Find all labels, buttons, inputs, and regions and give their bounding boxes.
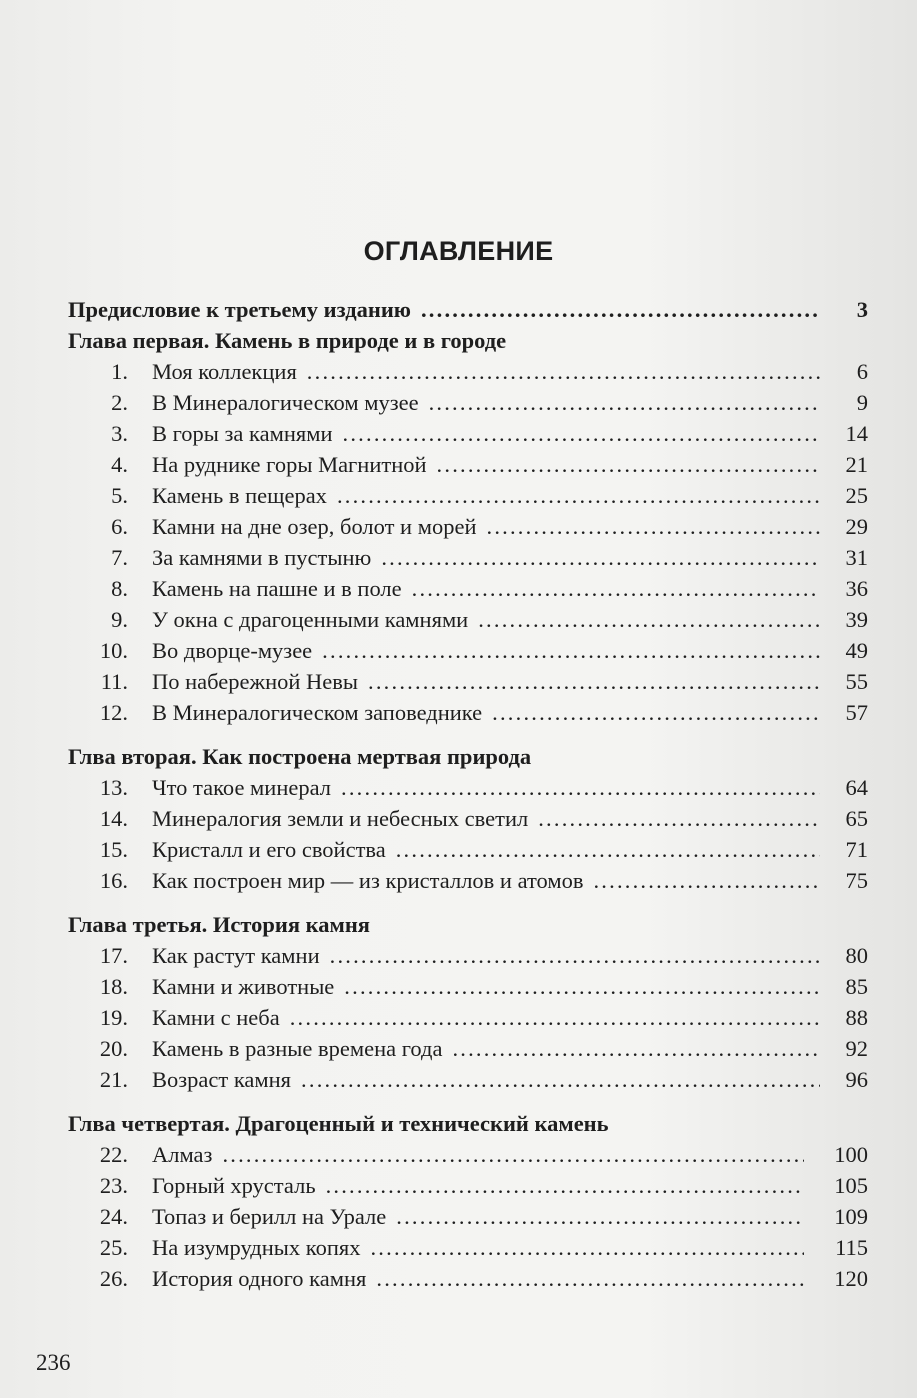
entry-number: 16. (99, 868, 128, 893)
toc-entry (68, 1170, 868, 1201)
toc-entry (68, 511, 868, 542)
entry-number: 22. (99, 1142, 128, 1167)
entry-number: 3. (111, 421, 128, 446)
entry-title: Минералогия земли и небесных светил (152, 806, 529, 831)
entry-number: 14. (99, 806, 128, 831)
dot-leader (412, 573, 820, 604)
page-ref: 75 (845, 868, 868, 893)
dot-leader (437, 449, 820, 480)
toc-preface (68, 294, 868, 325)
entry-number: 13. (99, 775, 128, 800)
dot-leader (429, 387, 820, 418)
chapter-title: Глва четвертая. Драгоценный и технический камень (68, 1111, 609, 1136)
entry-title: Камень в разные времена года (152, 1036, 443, 1061)
dot-leader (370, 1232, 804, 1263)
chapter-title: Глава первая. Камень в природе и в городе (68, 328, 507, 353)
toc-entry (68, 803, 868, 834)
page-ref: 80 (845, 943, 868, 968)
entry-title: По набережной Невы (152, 669, 359, 694)
page-ref: 9 (856, 390, 868, 415)
dot-leader (381, 542, 820, 573)
toc-entry (68, 635, 868, 666)
dot-leader (421, 294, 820, 325)
entry-title: За камнями в пустыню (152, 545, 372, 570)
dot-leader (538, 803, 820, 834)
entry-title: Во дворце-музее (152, 638, 313, 663)
entry-title: Кристалл и его свойства (152, 837, 386, 862)
dot-leader (290, 1002, 820, 1033)
dot-leader (396, 834, 820, 865)
toc-entry (68, 971, 868, 1002)
entry-number: 12. (99, 700, 128, 725)
entry-number: 23. (99, 1173, 128, 1198)
chapter-heading (68, 325, 868, 356)
toc-entry (68, 542, 868, 573)
page-ref: 57 (845, 700, 868, 725)
entry-title: Камни на дне озер, болот и морей (152, 514, 477, 539)
chapter-heading (68, 1108, 868, 1139)
entry-title: Как растут камни (152, 943, 320, 968)
page-ref: 6 (856, 359, 868, 384)
dot-leader (322, 635, 820, 666)
entry-number: 6. (111, 514, 128, 539)
entry-title: Что такое минерал (152, 775, 332, 800)
toc-entry (68, 573, 868, 604)
chapter-title: Глва вторая. Как построена мертвая природа (68, 744, 532, 769)
entry-title: Как построен мир — из кристаллов и атомов (152, 868, 584, 893)
page-ref: 109 (834, 1204, 868, 1229)
entry-number: 20. (99, 1036, 128, 1061)
entry-number: 1. (111, 359, 128, 384)
entry-number: 17. (99, 943, 128, 968)
table-of-contents (68, 294, 868, 1294)
entry-title: В Минералогическом заповеднике (152, 700, 483, 725)
entry-number: 7. (111, 545, 128, 570)
entry-title: История одного камня (152, 1266, 367, 1291)
toc-entry (68, 772, 868, 803)
toc-entry (68, 1232, 868, 1263)
toc-entry (68, 1064, 868, 1095)
chapter-heading (68, 909, 868, 940)
page-ref: 85 (845, 974, 868, 999)
entry-number: 2. (111, 390, 128, 415)
dot-leader (593, 865, 820, 896)
dot-leader (492, 697, 820, 728)
page-ref: 55 (845, 669, 868, 694)
entry-number: 9. (111, 607, 128, 632)
toc-entry (68, 418, 868, 449)
toc-entry (68, 1002, 868, 1033)
dot-leader (307, 356, 820, 387)
dot-leader (344, 971, 820, 1002)
dot-leader (337, 480, 820, 511)
entry-number: 25. (99, 1235, 128, 1260)
page-ref: 71 (845, 837, 868, 862)
entry-number: 24. (99, 1204, 128, 1229)
entry-number: 10. (99, 638, 128, 663)
entry-number: 15. (99, 837, 128, 862)
page-ref: 120 (834, 1266, 868, 1291)
toc-entry (68, 666, 868, 697)
page-ref: 96 (845, 1067, 868, 1092)
toc-entry (68, 480, 868, 511)
toc-entry (68, 387, 868, 418)
page-ref: 29 (845, 514, 868, 539)
page-ref: 92 (845, 1036, 868, 1061)
toc-entry (68, 1201, 868, 1232)
dot-leader (452, 1033, 820, 1064)
entry-title: На изумрудных копях (152, 1235, 361, 1260)
page-ref: 105 (834, 1173, 868, 1198)
dot-leader (326, 1170, 804, 1201)
entry-title: Возраст камня (152, 1067, 292, 1092)
toc-entry (68, 697, 868, 728)
toc-entry (68, 940, 868, 971)
entry-title: В горы за камнями (152, 421, 333, 446)
toc-entry (68, 865, 868, 896)
toc-entry (68, 449, 868, 480)
dot-leader (478, 604, 820, 635)
page-ref: 88 (845, 1005, 868, 1030)
dot-leader (341, 772, 820, 803)
page-ref: 49 (845, 638, 868, 663)
page-ref: 36 (845, 576, 868, 601)
dot-leader (368, 666, 820, 697)
entry-title: Моя коллекция (152, 359, 297, 384)
dot-leader (376, 1263, 804, 1294)
entry-title: У окна с драгоценными камнями (152, 607, 469, 632)
entry-number: 11. (100, 669, 128, 694)
dot-leader (343, 418, 820, 449)
entry-number: 21. (99, 1067, 128, 1092)
dot-leader (222, 1139, 804, 1170)
entry-title: В Минералогическом музее (152, 390, 419, 415)
dot-leader (330, 940, 820, 971)
entry-title: Камни и животные (152, 974, 335, 999)
toc-entry (68, 1263, 868, 1294)
toc-entry (68, 834, 868, 865)
entry-title: Камни с неба (152, 1005, 280, 1030)
toc-entry (68, 356, 868, 387)
chapter-heading (68, 741, 868, 772)
dot-leader (396, 1201, 804, 1232)
page-ref: 64 (845, 775, 868, 800)
dot-leader (487, 511, 821, 542)
dot-leader (301, 1064, 820, 1095)
page-ref: 31 (845, 545, 868, 570)
page-ref: 100 (834, 1142, 868, 1167)
toc-entry (68, 1033, 868, 1064)
page-ref: 25 (845, 483, 868, 508)
entry-number: 5. (111, 483, 128, 508)
page-ref: 3 (856, 297, 868, 322)
page-number: 236 (36, 1350, 71, 1375)
entry-number: 18. (99, 974, 128, 999)
page-ref: 115 (835, 1235, 868, 1260)
entry-number: 4. (111, 452, 128, 477)
entry-title: Камень в пещерах (152, 483, 327, 508)
entry-title: Горный хрусталь (152, 1173, 316, 1198)
entry-number: 8. (111, 576, 128, 601)
toc-entry (68, 1139, 868, 1170)
entry-title: Камень на пашне и в поле (152, 576, 402, 601)
page-ref: 39 (845, 607, 868, 632)
page-ref: 65 (845, 806, 868, 831)
entry-title: Алмаз (152, 1142, 213, 1167)
page-ref: 14 (845, 421, 868, 446)
entry-number: 26. (99, 1266, 128, 1291)
preface-title: Предисловие к третьему изданию (68, 297, 411, 322)
chapter-title: Глава третья. История камня (68, 912, 370, 937)
page-title: ОГЛАВЛЕНИЕ (363, 236, 554, 266)
toc-entry (68, 604, 868, 635)
entry-number: 19. (99, 1005, 128, 1030)
entry-title: Топаз и берилл на Урале (152, 1204, 387, 1229)
entry-title: На руднике горы Магнитной (152, 452, 427, 477)
page-ref: 21 (845, 452, 868, 477)
